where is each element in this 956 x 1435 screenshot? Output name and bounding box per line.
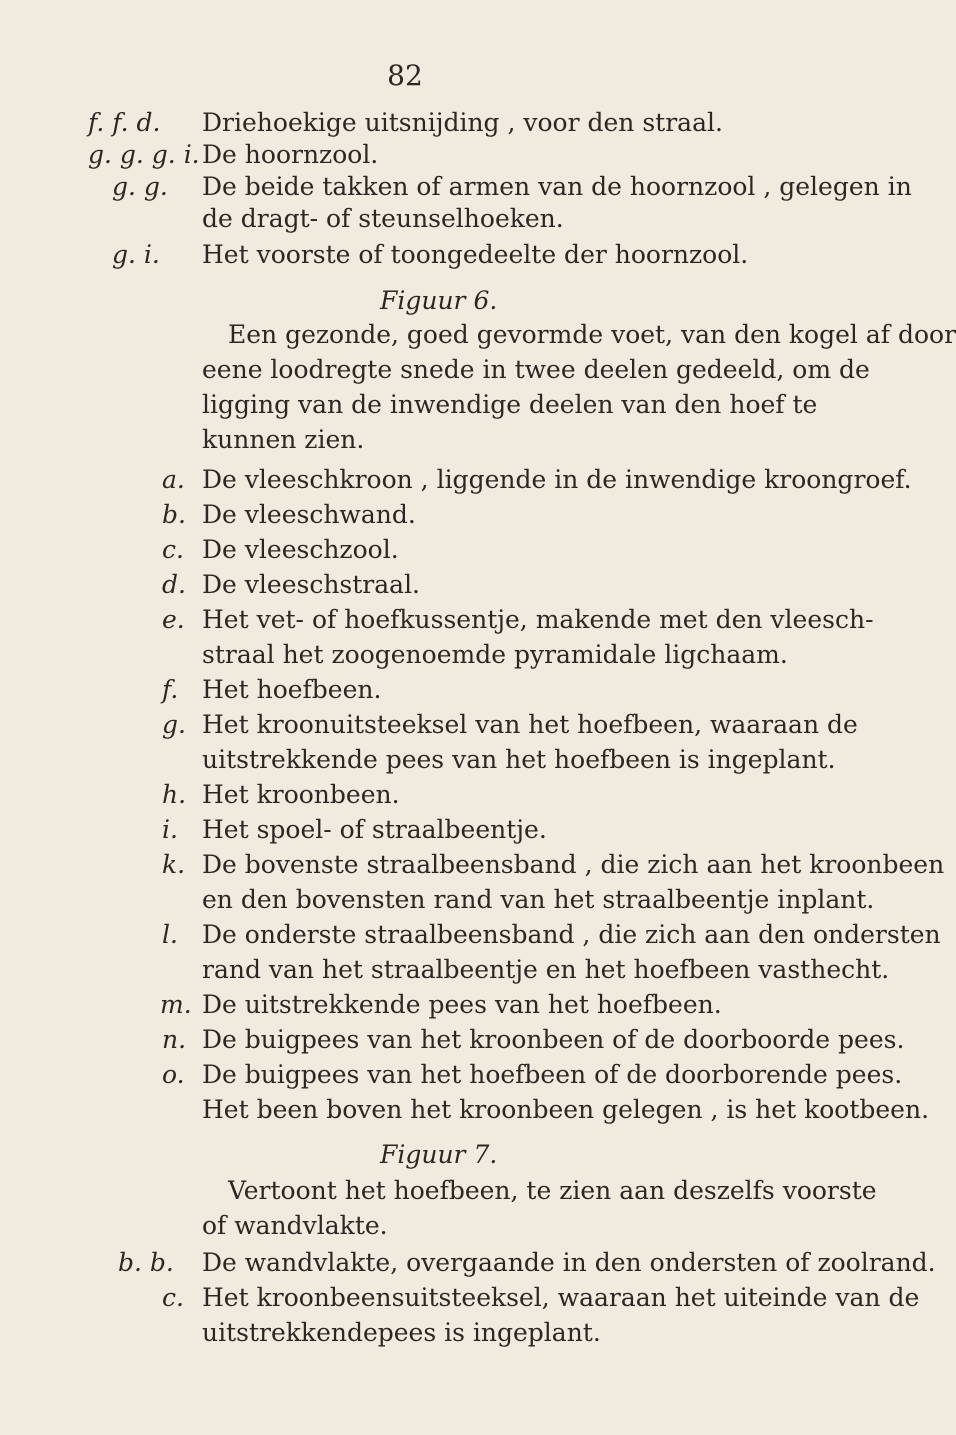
item-text: rand van het straalbeentje en het hoefbeen vasthecht. [202, 955, 890, 984]
item-text: De vleeschzool. [202, 535, 399, 564]
item-text: De onderste straalbeensband , die zich aan den ondersten [202, 920, 941, 949]
figure-7-intro-line: of wandvlakte. [202, 1211, 388, 1240]
item-label: l. [162, 920, 178, 949]
figure-7-intro-line: Vertoont het hoefbeen, te zien aan deszelfs voorste [228, 1176, 877, 1205]
legend-text: de dragt- of steunselhoeken. [202, 204, 564, 233]
item-text: Het spoel- of straalbeentje. [202, 815, 547, 844]
item-text: De bovenste straalbeensband , die zich aan het kroonbeen [202, 850, 945, 879]
item-label: f. [162, 675, 179, 704]
legend-text: De hoornzool. [202, 140, 379, 169]
legend-text: Driehoekige uitsnijding , voor den straal. [202, 108, 723, 137]
page-number: 82 [387, 59, 423, 92]
figure-6-intro-line: eene loodregte snede in twee deelen gedeeld, om de [202, 355, 870, 384]
item-label: k. [162, 850, 186, 879]
item-text: De vleeschwand. [202, 500, 416, 529]
item-text: Het kroonbeensuitsteeksel, waaraan het uiteinde van de [202, 1283, 920, 1312]
item-text: De buigpees van het kroonbeen of de doorboorde pees. [202, 1025, 905, 1054]
item-text: uitstrekkendepees is ingeplant. [202, 1318, 601, 1347]
figure-6-intro-line: Een gezonde, goed gevormde voet, van den kogel af door [228, 320, 956, 349]
legend-label: f. f. d. [88, 108, 161, 137]
item-text: De vleeschstraal. [202, 570, 421, 599]
item-label: g. [162, 710, 186, 739]
legend-label: g. g. [112, 172, 168, 201]
item-label: b. [162, 500, 186, 529]
item-text: Het been boven het kroonbeen gelegen , is het kootbeen. [202, 1095, 930, 1124]
item-text: De buigpees van het hoefbeen of de doorborende pees. [202, 1060, 903, 1089]
figure-7-heading: Figuur 7. [380, 1140, 498, 1169]
item-label: n. [162, 1025, 187, 1054]
item-label: c. [162, 1283, 184, 1312]
item-label: e. [162, 605, 185, 634]
item-text: Het vet- of hoefkussentje, makende met den vleesch- [202, 605, 874, 634]
item-text: De vleeschkroon , liggende in de inwendige kroongroef. [202, 465, 912, 494]
item-text: uitstrekkende pees van het hoefbeen is ingeplant. [202, 745, 836, 774]
item-label: c. [162, 535, 184, 564]
item-text: Het hoefbeen. [202, 675, 382, 704]
legend-label: g. i. [112, 240, 160, 269]
item-text: De wandvlakte, overgaande in den ondersten of zoolrand. [202, 1248, 936, 1277]
legend-label: g. g. g. i. [88, 140, 200, 169]
figure-6-heading: Figuur 6. [380, 286, 498, 315]
item-label: m. [160, 990, 192, 1019]
item-label: b. b. [118, 1248, 174, 1277]
legend-text: De beide takken of armen van de hoornzool , gelegen in [202, 172, 912, 201]
item-label: i. [162, 815, 178, 844]
item-text: De uitstrekkende pees van het hoefbeen. [202, 990, 722, 1019]
item-label: a. [162, 465, 185, 494]
item-text: Het kroonbeen. [202, 780, 400, 809]
item-text: en den bovensten rand van het straalbeentje inplant. [202, 885, 875, 914]
item-label: o. [162, 1060, 185, 1089]
figure-6-intro-line: kunnen zien. [202, 425, 365, 454]
figure-6-intro-line: ligging van de inwendige deelen van den hoef te [202, 390, 818, 419]
item-text: straal het zoogenoemde pyramidale ligchaam. [202, 640, 788, 669]
item-label: h. [162, 780, 187, 809]
item-text: Het kroonuitsteeksel van het hoefbeen, waaraan de [202, 710, 858, 739]
legend-text: Het voorste of toongedeelte der hoornzool. [202, 240, 749, 269]
item-label: d. [162, 570, 186, 599]
